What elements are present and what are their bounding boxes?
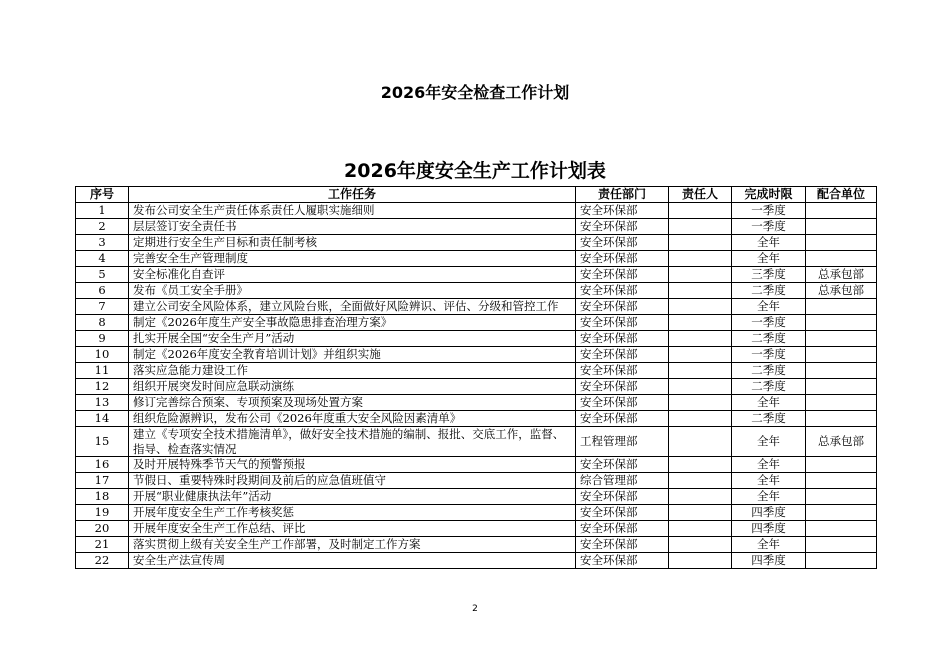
cell-no: 20 — [76, 521, 129, 537]
cell-dept: 安全环保部 — [576, 235, 669, 251]
document-title: 2026年安全检查工作计划 — [380, 83, 570, 102]
cell-time: 四季度 — [732, 553, 806, 569]
cell-coop — [806, 489, 877, 505]
cell-no: 4 — [76, 251, 129, 267]
table-row — [76, 299, 877, 315]
cell-coop — [806, 363, 877, 379]
cell-coop — [806, 521, 877, 537]
cell-dept: 安全环保部 — [576, 553, 669, 569]
cell-person — [669, 411, 732, 427]
cell-person — [669, 219, 732, 235]
cell-dept: 安全环保部 — [576, 299, 669, 315]
cell-no: 19 — [76, 505, 129, 521]
cell-coop — [806, 235, 877, 251]
table-row — [76, 219, 877, 235]
cell-time: 一季度 — [732, 347, 806, 363]
table-row — [76, 347, 877, 363]
cell-person — [669, 299, 732, 315]
cell-time: 三季度 — [732, 267, 806, 283]
cell-task: 及时开展特殊季节天气的预警预报 — [129, 457, 576, 473]
page-number: 2 — [472, 604, 478, 614]
cell-dept: 安全环保部 — [576, 537, 669, 553]
header-coop: 配合单位 — [806, 187, 877, 203]
cell-time: 二季度 — [732, 379, 806, 395]
table-row — [76, 505, 877, 521]
header-no: 序号 — [76, 187, 129, 203]
table-body — [76, 203, 877, 569]
cell-person — [669, 347, 732, 363]
cell-coop — [806, 537, 877, 553]
cell-person — [669, 363, 732, 379]
cell-time: 全年 — [732, 473, 806, 489]
cell-person — [669, 235, 732, 251]
cell-time: 全年 — [732, 299, 806, 315]
cell-dept: 安全环保部 — [576, 489, 669, 505]
cell-task: 制定《2026年度安全教育培训计划》并组织实施 — [129, 347, 576, 363]
cell-no: 2 — [76, 219, 129, 235]
cell-time: 一季度 — [732, 219, 806, 235]
cell-dept: 安全环保部 — [576, 395, 669, 411]
cell-coop — [806, 473, 877, 489]
cell-time: 二季度 — [732, 283, 806, 299]
work-plan-table — [75, 186, 877, 569]
header-person: 责任人 — [669, 187, 732, 203]
cell-time: 四季度 — [732, 521, 806, 537]
cell-no: 10 — [76, 347, 129, 363]
cell-coop: 总承包部 — [806, 427, 877, 457]
cell-coop — [806, 331, 877, 347]
cell-task: 完善安全生产管理制度 — [129, 251, 576, 267]
cell-coop — [806, 251, 877, 267]
cell-time: 全年 — [732, 235, 806, 251]
cell-task: 落实应急能力建设工作 — [129, 363, 576, 379]
cell-dept: 安全环保部 — [576, 411, 669, 427]
cell-no: 1 — [76, 203, 129, 219]
cell-task: 落实贯彻上级有关安全生产工作部署，及时制定工作方案 — [129, 537, 576, 553]
cell-coop — [806, 203, 877, 219]
cell-person — [669, 457, 732, 473]
cell-person — [669, 505, 732, 521]
cell-coop — [806, 457, 877, 473]
cell-no: 21 — [76, 537, 129, 553]
cell-no: 9 — [76, 331, 129, 347]
cell-time: 一季度 — [732, 203, 806, 219]
cell-coop — [806, 315, 877, 331]
cell-person — [669, 537, 732, 553]
table-row — [76, 283, 877, 299]
cell-dept: 安全环保部 — [576, 283, 669, 299]
cell-task: 扎实开展全国“安全生产月”活动 — [129, 331, 576, 347]
cell-coop — [806, 299, 877, 315]
cell-person — [669, 283, 732, 299]
cell-person — [669, 473, 732, 489]
cell-coop: 总承包部 — [806, 283, 877, 299]
header-dept: 责任部门 — [576, 187, 669, 203]
cell-no: 8 — [76, 315, 129, 331]
cell-no: 15 — [76, 427, 129, 457]
table-row — [76, 427, 877, 457]
cell-task: 组织开展突发时间应急联动演练 — [129, 379, 576, 395]
cell-task: 开展年度安全生产工作总结、评比 — [129, 521, 576, 537]
header-time: 完成时限 — [732, 187, 806, 203]
cell-dept: 安全环保部 — [576, 379, 669, 395]
cell-dept: 安全环保部 — [576, 521, 669, 537]
cell-no: 7 — [76, 299, 129, 315]
table-title: 2026年度安全生产工作计划表 — [344, 160, 606, 182]
table-row — [76, 331, 877, 347]
cell-person — [669, 203, 732, 219]
cell-time: 全年 — [732, 537, 806, 553]
cell-time: 一季度 — [732, 315, 806, 331]
table-row — [76, 267, 877, 283]
cell-no: 11 — [76, 363, 129, 379]
cell-no: 22 — [76, 553, 129, 569]
table-row — [76, 379, 877, 395]
cell-coop — [806, 347, 877, 363]
cell-no: 17 — [76, 473, 129, 489]
cell-time: 二季度 — [732, 363, 806, 379]
table-header-row — [76, 187, 877, 203]
cell-task: 安全生产法宣传周 — [129, 553, 576, 569]
cell-person — [669, 331, 732, 347]
table-row — [76, 251, 877, 267]
cell-no: 13 — [76, 395, 129, 411]
cell-task: 建立公司安全风险体系，建立风险台账，全面做好风险辨识、评估、分级和管控工作 — [129, 299, 576, 315]
cell-task: 制定《2026年度生产安全事故隐患排查治理方案》 — [129, 315, 576, 331]
cell-coop — [806, 553, 877, 569]
cell-no: 12 — [76, 379, 129, 395]
cell-task: 发布公司安全生产责任体系责任人履职实施细则 — [129, 203, 576, 219]
cell-dept: 安全环保部 — [576, 203, 669, 219]
table-row — [76, 553, 877, 569]
table-row — [76, 457, 877, 473]
cell-coop — [806, 505, 877, 521]
cell-person — [669, 489, 732, 505]
table-row — [76, 395, 877, 411]
cell-coop — [806, 395, 877, 411]
cell-task: 修订完善综合预案、专项预案及现场处置方案 — [129, 395, 576, 411]
table-row — [76, 411, 877, 427]
cell-dept: 安全环保部 — [576, 331, 669, 347]
table-row — [76, 235, 877, 251]
cell-task: 建立《专项安全技术措施清单》，做好安全技术措施的编制、报批、交底工作，监督、指导、检查落实情况 — [129, 427, 576, 457]
cell-coop — [806, 219, 877, 235]
cell-dept: 安全环保部 — [576, 267, 669, 283]
cell-task: 安全标准化自查评 — [129, 267, 576, 283]
cell-task: 组织危险源辨识，发布公司《2026年度重大安全风险因素清单》 — [129, 411, 576, 427]
table-row — [76, 315, 877, 331]
cell-time: 全年 — [732, 427, 806, 457]
cell-dept: 安全环保部 — [576, 219, 669, 235]
table-row — [76, 473, 877, 489]
cell-coop — [806, 411, 877, 427]
cell-task: 节假日、重要特殊时段期间及前后的应急值班值守 — [129, 473, 576, 489]
cell-time: 二季度 — [732, 411, 806, 427]
cell-no: 5 — [76, 267, 129, 283]
cell-task: 层层签订安全责任书 — [129, 219, 576, 235]
cell-coop — [806, 379, 877, 395]
cell-time: 全年 — [732, 251, 806, 267]
cell-dept: 安全环保部 — [576, 363, 669, 379]
cell-dept: 安全环保部 — [576, 505, 669, 521]
header-task: 工作任务 — [129, 187, 576, 203]
cell-person — [669, 427, 732, 457]
cell-person — [669, 379, 732, 395]
table-row — [76, 489, 877, 505]
cell-dept: 安全环保部 — [576, 347, 669, 363]
cell-dept: 安全环保部 — [576, 251, 669, 267]
cell-task: 开展年度安全生产工作考核奖惩 — [129, 505, 576, 521]
cell-person — [669, 395, 732, 411]
cell-dept: 安全环保部 — [576, 315, 669, 331]
cell-no: 18 — [76, 489, 129, 505]
cell-person — [669, 553, 732, 569]
cell-dept: 工程管理部 — [576, 427, 669, 457]
cell-time: 全年 — [732, 395, 806, 411]
table-row — [76, 537, 877, 553]
cell-no: 3 — [76, 235, 129, 251]
cell-no: 14 — [76, 411, 129, 427]
table-row — [76, 521, 877, 537]
cell-task: 开展“职业健康执法年”活动 — [129, 489, 576, 505]
cell-coop: 总承包部 — [806, 267, 877, 283]
table-row — [76, 363, 877, 379]
cell-person — [669, 267, 732, 283]
cell-dept: 安全环保部 — [576, 457, 669, 473]
cell-no: 16 — [76, 457, 129, 473]
cell-no: 6 — [76, 283, 129, 299]
cell-person — [669, 521, 732, 537]
cell-person — [669, 251, 732, 267]
cell-task: 发布《员工安全手册》 — [129, 283, 576, 299]
cell-time: 全年 — [732, 489, 806, 505]
cell-time: 四季度 — [732, 505, 806, 521]
cell-time: 二季度 — [732, 331, 806, 347]
cell-person — [669, 315, 732, 331]
table-row — [76, 203, 877, 219]
cell-dept: 综合管理部 — [576, 473, 669, 489]
cell-time: 全年 — [732, 457, 806, 473]
cell-task: 定期进行安全生产目标和责任制考核 — [129, 235, 576, 251]
